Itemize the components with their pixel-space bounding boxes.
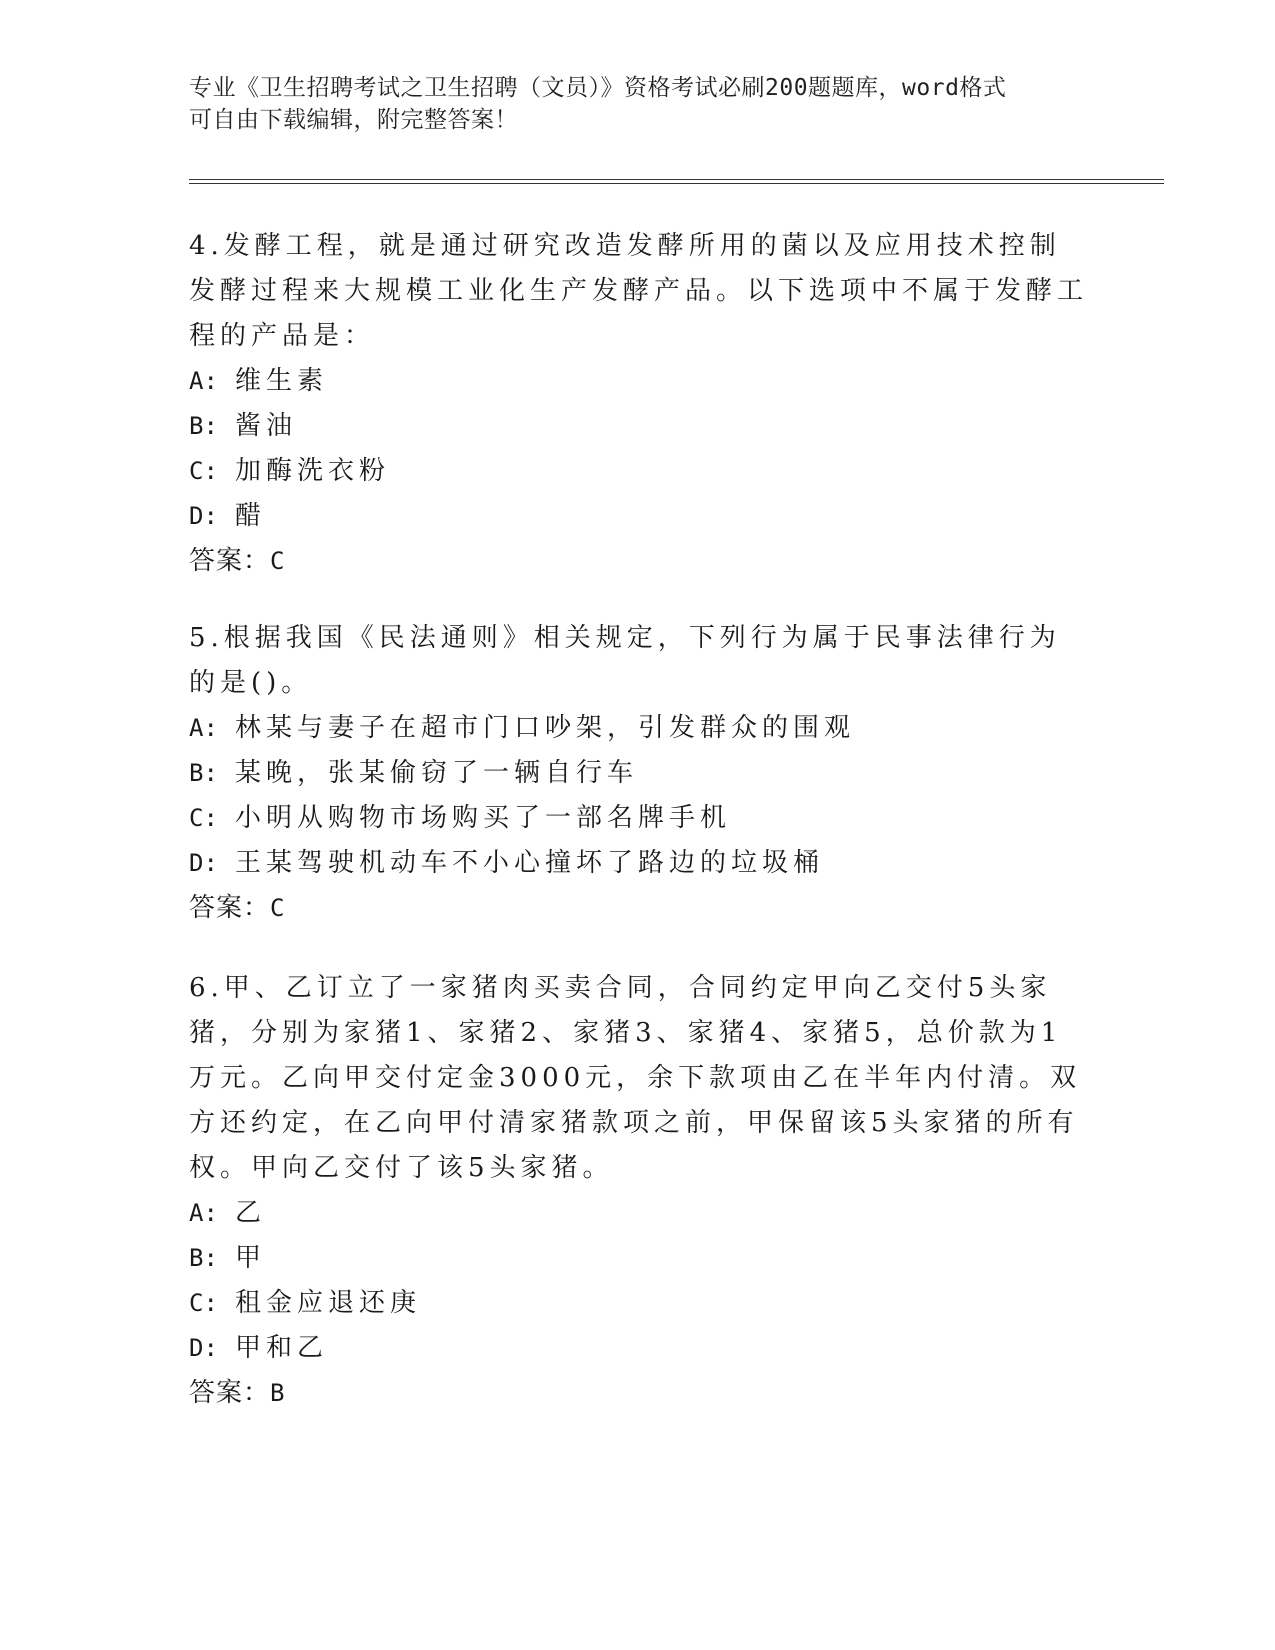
document-header [189,72,1089,136]
answer-label: 答案： [189,546,271,576]
option-letter: A: [189,714,218,742]
answer-value: C [270,547,286,575]
answer-line [189,1371,1089,1416]
answer-label: 答案： [189,1378,271,1408]
option-text: 租金应退还庚 [235,1288,422,1318]
header-title-line-1: 专业《卫生招聘考试之卫生招聘（文员）》资格考试必刷200题题库，word格式 [189,75,1007,101]
option-letter: C: [189,804,218,832]
option-d [189,494,1089,539]
option-text: 王某驾驶机动车不小心撞坏了路边的垃圾桶 [235,848,825,878]
option-d [189,841,1089,886]
option-text: 小明从购物市场购买了一部名牌手机 [235,803,732,833]
answer-value: C [270,894,286,922]
answer-line [189,539,1089,584]
option-letter: C: [189,1289,218,1317]
option-text: 甲 [235,1243,267,1273]
option-letter: D: [189,1334,218,1362]
question-stem: 6.甲、乙订立了一家猪肉买卖合同，合同约定甲向乙交付5头家猪，分别为家猪1、家猪2、家猪3、家猪4、家猪5，总价款为1万元。乙向甲交付定金3000元，余下款项由乙在半年内付清。双方还约定，在乙向甲付清家猪款项之前，甲保留该5头家猪的所有权。甲向乙交付了该5头家猪。 [189,973,1082,1183]
question-4 [189,224,1089,584]
option-letter: B: [189,759,218,787]
option-letter: D: [189,849,218,877]
option-letter: C: [189,457,218,485]
question-5 [189,616,1089,931]
option-a [189,359,1089,404]
option-b [189,1236,1089,1281]
question-stem: 5.根据我国《民法通则》相关规定，下列行为属于民事法律行为的是()。 [189,623,1061,698]
answer-value: B [270,1379,286,1407]
option-text: 乙 [235,1198,267,1228]
option-a [189,706,1089,751]
option-text: 林某与妻子在超市门口吵架，引发群众的围观 [235,713,856,743]
option-letter: B: [189,1244,218,1272]
option-letter: B: [189,412,218,440]
option-text: 酱油 [235,411,298,441]
option-d [189,1326,1089,1371]
option-text: 醋 [235,501,267,531]
option-text: 维生素 [235,366,329,396]
option-letter: A: [189,1199,218,1227]
option-text: 甲和乙 [235,1333,329,1363]
option-text: 某晚，张某偷窃了一辆自行车 [235,758,639,788]
answer-label: 答案： [189,893,271,923]
option-b [189,751,1089,796]
answer-line [189,886,1089,931]
option-letter: A: [189,367,218,395]
option-b [189,404,1089,449]
question-6 [189,966,1089,1416]
option-a [189,1191,1089,1236]
option-letter: D: [189,502,218,530]
header-title-line-2: 可自由下载编辑，附完整答案！ [189,107,518,133]
option-c [189,1281,1089,1326]
option-c [189,796,1089,841]
header-divider [189,179,1164,184]
question-stem: 4.发酵工程，就是通过研究改造发酵所用的菌以及应用技术控制发酵过程来大规模工业化生产发酵产品。以下选项中不属于发酵工程的产品是： [189,231,1089,351]
option-text: 加酶洗衣粉 [235,456,391,486]
option-c [189,449,1089,494]
